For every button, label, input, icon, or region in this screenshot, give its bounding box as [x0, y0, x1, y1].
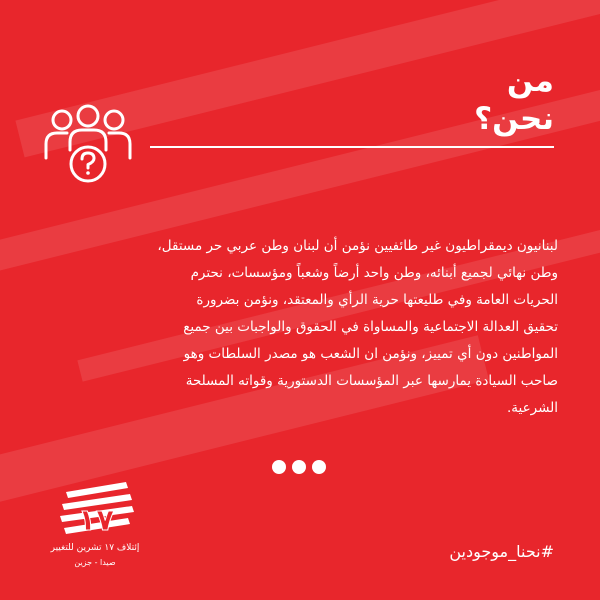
logo-mark — [56, 478, 136, 542]
paragraph-line: الشرعية. — [506, 400, 558, 416]
hashtag: #نحنا_موجودين — [449, 542, 554, 561]
logo — [40, 478, 150, 584]
logo-number: ١٧ — [77, 503, 115, 538]
title-line-1: من — [506, 63, 554, 99]
paragraph-line: الحريات العامة وفي طليعتها حرية الرأي والمعتقد، ونؤمن بضرورة — [196, 292, 558, 308]
paragraph-line: وطن نهائي لجميع أبنائه، وطن واحد أرضاً وشعباً ومؤسسات، نحترم — [190, 265, 558, 281]
paragraph-line: صاحب السيادة يمارسها عبر المؤسسات الدستورية وقواته المسلحة — [185, 373, 558, 389]
dot — [312, 460, 326, 474]
about-paragraph — [40, 233, 558, 422]
ellipsis-dots-icon — [272, 460, 328, 476]
page-title — [474, 62, 554, 138]
dot — [292, 460, 306, 474]
logo-place: صيدا - جزين — [74, 558, 116, 567]
group-question-icon — [40, 100, 136, 188]
title-line-2: نحن؟ — [474, 101, 554, 137]
paragraph-line: تحقيق العدالة الاجتماعية والمساواة في الحقوق والواجبات بين جميع — [183, 319, 558, 335]
dot — [272, 460, 286, 474]
title-divider — [150, 146, 554, 148]
paragraph-line: لبنانيون ديمقراطيون غير طائفيين نؤمن أن لبنان وطن عربي حر مستقل، — [157, 238, 558, 254]
paragraph-line: المواطنين دون أي تمييز، ونؤمن ان الشعب هو مصدر السلطات وهو — [183, 346, 558, 362]
logo-name: إئتلاف ١٧ تشرين للتغيير — [50, 543, 140, 553]
